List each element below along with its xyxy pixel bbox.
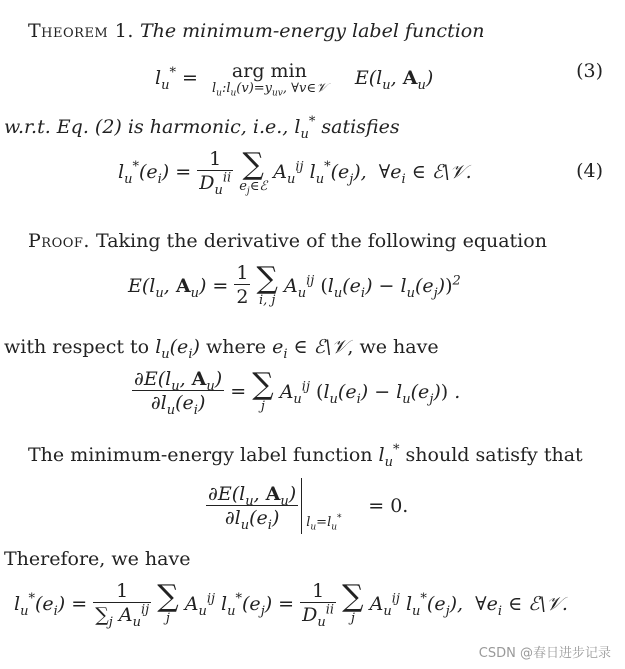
energy-equation: $E(l_u$, $A_u$) = $\frac{1}{2}$ ∑ i, j $A_u^{ij}$ $(l_u(e_i) - l_u(e_j))^2$ [128, 260, 461, 308]
argmin-operator: arg min $l_u:l_u(v)=y_{uv}$, ∀v∈𝒱 [211, 60, 327, 99]
final-equation: $l_u^*(e_i)$ = $\frac{1}{\sum_j A_u^{ij}}$ ∑ j $A_u^{ij}$ $l_u^*(e_j)$ = $\frac{1}{D_u^{ii}}$ ∑ j $A_u^{ij}$ $l_u^*(e_j)$, $\forall e_i$ ∈ ℰ\𝒱. [14, 578, 568, 630]
theorem-continuation: w.r.t. Eq. (2) is harmonic, i.e., $l_u^*$ satisfies [4, 114, 400, 142]
equation-number-4: (4) [576, 160, 603, 182]
derivative-equation: $\frac{\partial E(l_u, A_u)}{\partial l_u(e_i)}$ = ∑ j $A_u^{ij}$ $(l_u(e_i) - l_u(e_j))$ . [134, 366, 461, 418]
watermark: CSDN @春日进步记录 [478, 646, 611, 661]
proof-respect: with respect to $l_u(e_i)$ where $e_i$ ∈ ℰ\𝒱, we have [4, 336, 439, 362]
proof-therefore: Therefore, we have [4, 548, 191, 570]
evaluated-derivative-equation: $\frac{\partial E(l_u, A_u)}{\partial l_u(e_i)}$ $l_u=l_u^*$ = 0. [206, 478, 408, 534]
equation-number-3: (3) [576, 60, 603, 82]
equation-4: $l_u^*(e_i)$ = $\frac{1}{D_u^{ii}}$ ∑ $e_j\in ℰ$ $A_u^{ij}$ $l_u^*(e_j)$, $\forall e_i$ ∈ ℰ\𝒱. [118, 146, 472, 198]
proof-label: Proof. [28, 230, 90, 252]
equation-3: $l_u^*$ = arg min $l_u:l_u(v)=y_{uv}$, ∀v∈𝒱 $E(l_u$, $A_u$) [155, 60, 434, 99]
argmin-constraint: $l_u:l_u(v)=y_{uv}$, ∀v∈𝒱 [211, 81, 327, 99]
theorem-statement: The minimum-energy label function [139, 20, 485, 42]
proof-intro: Proof. Taking the derivative of the following equation [28, 230, 547, 252]
theorem-heading [28, 20, 484, 42]
proof-min-energy: The minimum-energy label function $l_u^*$ should satisfy that [28, 442, 583, 470]
theorem-label: Theorem 1. [28, 20, 134, 42]
